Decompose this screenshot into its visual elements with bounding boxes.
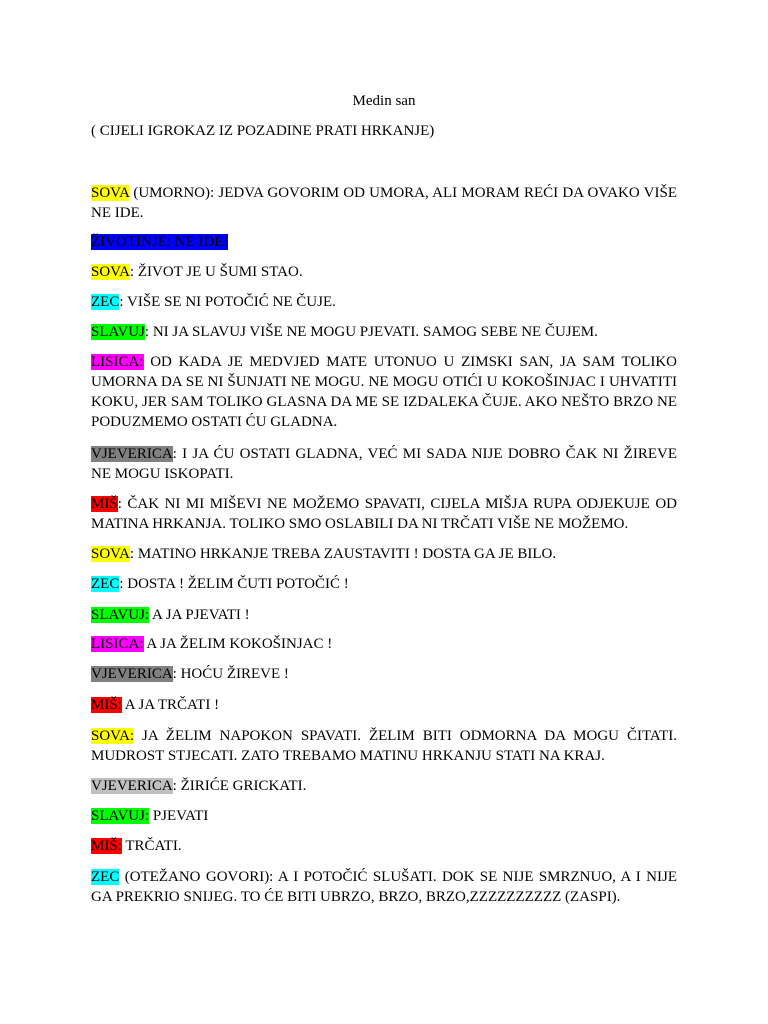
speaker-label: SOVA [91,546,130,562]
dialogue-text: : DOSTA ! ŽELIM ČUTI POTOČIĆ ! [119,576,349,592]
dialogue-line [91,322,677,342]
speaker-label: MIŠ [91,496,118,512]
speaker-label: SOVA: [91,728,135,744]
speaker-label: MIŠ: [91,697,122,713]
dialogue-text: : HOĆU ŽIREVE ! [172,666,289,682]
speaker-label: VJEVERICA [91,778,173,794]
dialogue-line [91,695,677,715]
speaker-label: ZEC [91,869,120,885]
speaker-label: VJEVERICA [91,666,173,682]
document-title: Medin san [352,93,416,109]
dialogue-text: OD KADA JE MEDVJED MATE UTONUO U ZIMSKI SAN, JA SAM TOLIKO UMORNA DA SE NI ŠUNJATI NE MOGU. NE MOGU OTIĆI U KOKOŠINJAC I UHVATITI KOKU, JER SAM TOLIKO GLASNA DA ME SE IZDALEKA ČUJE. AKO NEŠTO BRZO NE PODUZMEMO OSTATI ĆU GLADNA. [91,354,677,430]
dialogue-text: A JA PJEVATI ! [149,607,250,623]
dialogue-text: : I JA ĆU OSTATI GLADNA, VEĆ MI SADA NIJE DOBRO ČAK NI ŽIREVE NE MOGU ISKOPATI. [91,446,677,482]
dialogue-line [91,352,677,432]
dialogue-text: : NI JA SLAVUJ VIŠE NE MOGU PJEVATI. SAMOG SEBE NE ČUJEM. [144,324,598,340]
dialogue-line [91,232,677,252]
dialogue-text: TRČATI. [121,838,182,854]
dialogue-text: : VIŠE SE NI POTOČIĆ NE ČUJE. [119,294,336,310]
dialogue-line [91,183,677,223]
dialogue-line [91,634,677,654]
speaker-label: LISICA: [91,354,144,370]
dialogue-line [91,292,677,312]
dialogue-line [91,836,677,856]
speaker-label: SLAVUJ [91,324,145,340]
dialogue-text: A JA ŽELIM KOKOŠINJAC ! [143,636,333,652]
dialogue-text: : ŽIRIĆE GRICKATI. [172,778,307,794]
speaker-label: SOVA [91,264,130,280]
stage-direction-intro: ( CIJELI IGROKAZ IZ POZADINE PRATI HRKANJE) [91,123,435,139]
dialogue-text: : MATINO HRKANJE TREBA ZAUSTAVITI ! DOSTA GA JE BILO. [129,546,557,562]
speaker-label: LISICA: [91,636,144,652]
dialogue-line [91,605,677,625]
speaker-label: MIŠ: [91,838,122,854]
speaker-label: ŽIVOTINJE: NE IDE! [91,234,229,250]
dialogue-text: PJEVATI [149,808,209,824]
dialogue-line [91,574,677,594]
dialogue-line [91,544,677,564]
dialogue-line [91,726,677,766]
speaker-label: SLAVUJ: [91,808,150,824]
dialogue-line [91,494,677,534]
dialogue-line [91,806,677,826]
dialogue-text: : ČAK NI MI MIŠEVI NE MOŽEMO SPAVATI, CIJELA MIŠJA RUPA ODJEKUJE OD MATINA HRKANJA. TOLIKO SMO OSLABILI DA NI TRČATI VIŠE NE MOŽEMO. [91,496,677,532]
dialogue-line [91,776,677,796]
speaker-label: SLAVUJ: [91,607,150,623]
dialogue-text: : ŽIVOT JE U ŠUMI STAO. [129,264,303,280]
speaker-label: ZEC [91,576,120,592]
dialogue-text: JA ŽELIM NAPOKON SPAVATI. ŽELIM BITI ODMORNA DA MOGU ČITATI. MUDROST STJECATI. ZATO TREBAMO MATINU HRKANJU STATI NA KRAJ. [91,728,677,764]
speaker-label: VJEVERICA [91,446,173,462]
dialogue-line [91,867,677,907]
dialogue-text: A JA TRČATI ! [121,697,220,713]
dialogue-text: (OTEŽANO GOVORI): A I POTOČIĆ SLUŠATI. DOK SE NIJE SMRZNUO, A I NIJE GA PREKRIO SNIJEG. TO ĆE BITI UBRZO, BRZO, BRZO,ZZZZZZZZZZ (ZASPI). [91,869,677,905]
speaker-label: SOVA [91,185,130,201]
speaker-label: ZEC [91,294,120,310]
dialogue-line [91,664,677,684]
dialogue-line [91,262,677,282]
dialogue-line [91,444,677,484]
dialogue-text: (UMORNO): JEDVA GOVORIM OD UMORA, ALI MORAM REĆI DA OVAKO VIŠE NE IDE. [91,185,677,221]
